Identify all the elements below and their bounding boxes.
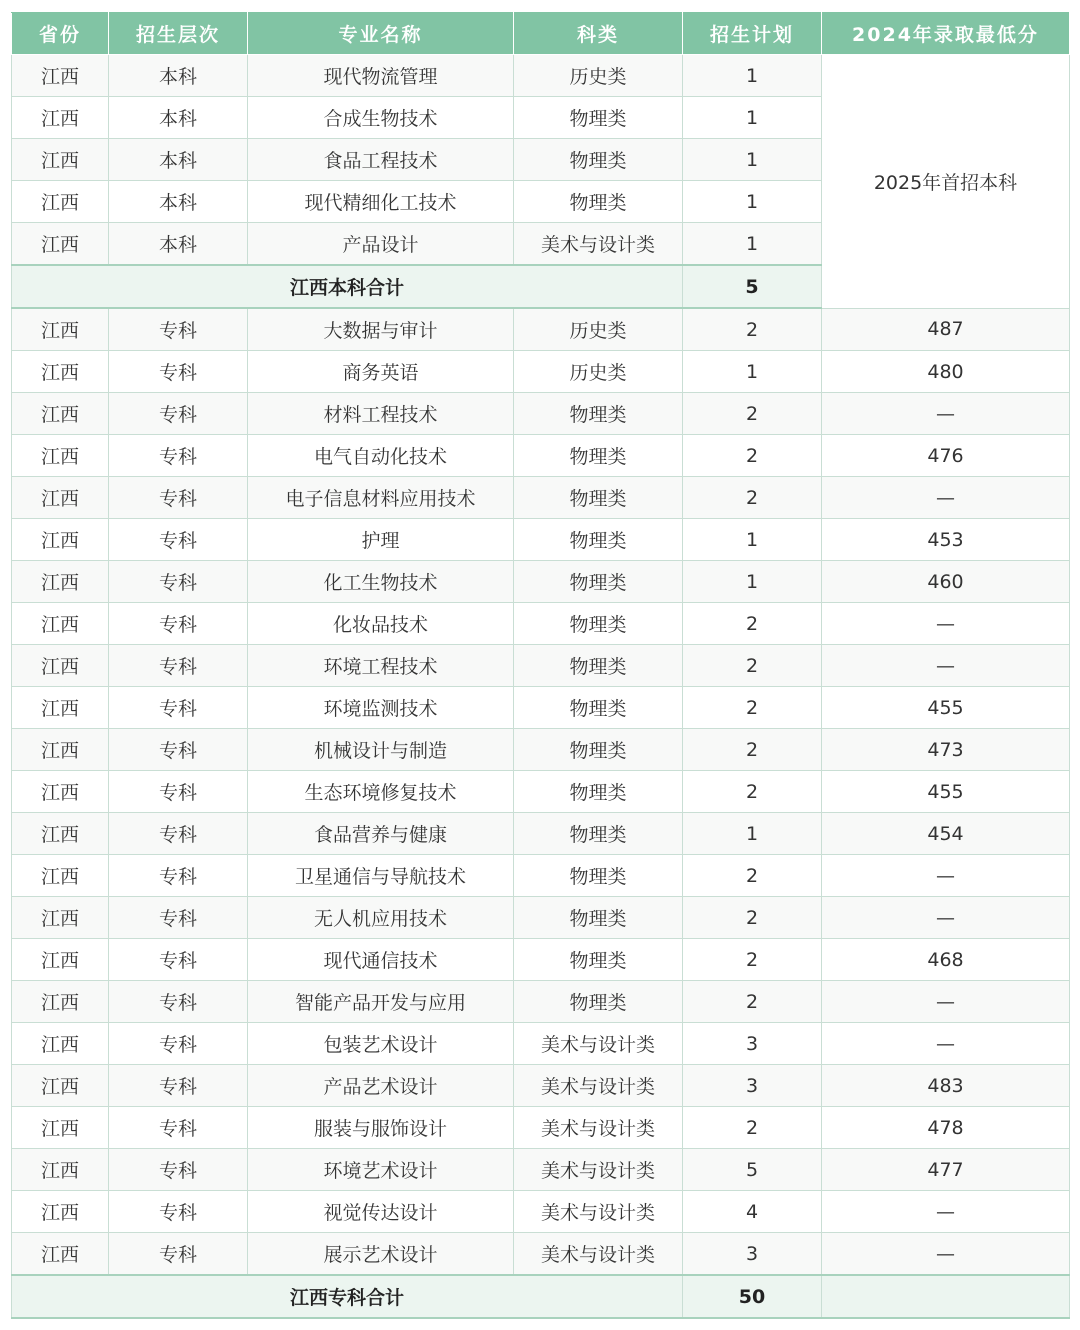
level-cell: 本科 xyxy=(109,97,248,139)
min-score-cell: — xyxy=(822,477,1070,519)
province-cell: 江西 xyxy=(12,1107,109,1149)
level-cell: 专科 xyxy=(109,813,248,855)
table-row xyxy=(12,561,1070,603)
province-cell: 江西 xyxy=(12,603,109,645)
major-cell: 环境艺术设计 xyxy=(248,1149,514,1191)
table-header-row xyxy=(12,13,1070,55)
province-cell: 江西 xyxy=(12,223,109,266)
level-cell: 专科 xyxy=(109,855,248,897)
plan-cell: 1 xyxy=(683,561,822,603)
plan-cell: 1 xyxy=(683,223,822,266)
first-enrollment-note: 2025年首招本科 xyxy=(822,55,1070,309)
major-cell: 合成生物技术 xyxy=(248,97,514,139)
level-cell: 专科 xyxy=(109,897,248,939)
level-cell: 专科 xyxy=(109,519,248,561)
category-cell: 物理类 xyxy=(514,139,683,181)
province-cell: 江西 xyxy=(12,55,109,97)
province-cell: 江西 xyxy=(12,1023,109,1065)
min-score-cell: — xyxy=(822,645,1070,687)
min-score-cell: 476 xyxy=(822,435,1070,477)
category-cell: 美术与设计类 xyxy=(514,1191,683,1233)
table-row xyxy=(12,519,1070,561)
category-cell: 美术与设计类 xyxy=(514,1233,683,1276)
province-cell: 江西 xyxy=(12,561,109,603)
header-category: 科类 xyxy=(514,13,683,55)
table-row xyxy=(12,393,1070,435)
table-row xyxy=(12,981,1070,1023)
level-cell: 专科 xyxy=(109,561,248,603)
min-score-cell: — xyxy=(822,1191,1070,1233)
table-row xyxy=(12,351,1070,393)
level-cell: 本科 xyxy=(109,55,248,97)
plan-cell: 1 xyxy=(683,97,822,139)
major-cell: 环境监测技术 xyxy=(248,687,514,729)
table-row xyxy=(12,1065,1070,1107)
level-cell: 专科 xyxy=(109,351,248,393)
header-province: 省份 xyxy=(12,13,109,55)
category-cell: 历史类 xyxy=(514,351,683,393)
province-cell: 江西 xyxy=(12,393,109,435)
major-cell: 智能产品开发与应用 xyxy=(248,981,514,1023)
min-score-cell: — xyxy=(822,897,1070,939)
province-cell: 江西 xyxy=(12,1149,109,1191)
category-cell: 美术与设计类 xyxy=(514,1149,683,1191)
college-total-value: 50 xyxy=(683,1275,822,1318)
plan-cell: 2 xyxy=(683,981,822,1023)
category-cell: 物理类 xyxy=(514,855,683,897)
table-row xyxy=(12,308,1070,351)
province-cell: 江西 xyxy=(12,1191,109,1233)
plan-cell: 2 xyxy=(683,645,822,687)
undergrad-total-label: 江西本科合计 xyxy=(12,265,683,308)
college-total-label: 江西专科合计 xyxy=(12,1275,683,1318)
level-cell: 本科 xyxy=(109,223,248,266)
province-cell: 江西 xyxy=(12,771,109,813)
major-cell: 无人机应用技术 xyxy=(248,897,514,939)
table-row xyxy=(12,435,1070,477)
table-row xyxy=(12,813,1070,855)
plan-cell: 2 xyxy=(683,435,822,477)
min-score-cell: 487 xyxy=(822,308,1070,351)
major-cell: 食品工程技术 xyxy=(248,139,514,181)
plan-cell: 2 xyxy=(683,687,822,729)
major-cell: 产品艺术设计 xyxy=(248,1065,514,1107)
min-score-cell: 455 xyxy=(822,687,1070,729)
plan-cell: 2 xyxy=(683,477,822,519)
table-row xyxy=(12,939,1070,981)
province-cell: 江西 xyxy=(12,139,109,181)
level-cell: 专科 xyxy=(109,729,248,771)
category-cell: 美术与设计类 xyxy=(514,223,683,266)
level-cell: 专科 xyxy=(109,1065,248,1107)
major-cell: 生态环境修复技术 xyxy=(248,771,514,813)
min-score-cell: 473 xyxy=(822,729,1070,771)
category-cell: 物理类 xyxy=(514,981,683,1023)
plan-cell: 2 xyxy=(683,855,822,897)
college-total-min-score xyxy=(822,1275,1070,1318)
category-cell: 物理类 xyxy=(514,645,683,687)
plan-cell: 1 xyxy=(683,55,822,97)
category-cell: 物理类 xyxy=(514,813,683,855)
major-cell: 卫星通信与导航技术 xyxy=(248,855,514,897)
level-cell: 专科 xyxy=(109,1191,248,1233)
major-cell: 产品设计 xyxy=(248,223,514,266)
min-score-cell: 483 xyxy=(822,1065,1070,1107)
level-cell: 专科 xyxy=(109,603,248,645)
category-cell: 物理类 xyxy=(514,687,683,729)
plan-cell: 1 xyxy=(683,139,822,181)
major-cell: 机械设计与制造 xyxy=(248,729,514,771)
table-row xyxy=(12,729,1070,771)
table-row xyxy=(12,603,1070,645)
province-cell: 江西 xyxy=(12,1065,109,1107)
min-score-cell: — xyxy=(822,855,1070,897)
table-row xyxy=(12,687,1070,729)
table-row xyxy=(12,1107,1070,1149)
major-cell: 食品营养与健康 xyxy=(248,813,514,855)
college-total-row xyxy=(12,1275,1070,1318)
table-row xyxy=(12,771,1070,813)
table-row xyxy=(12,477,1070,519)
province-cell: 江西 xyxy=(12,97,109,139)
plan-cell: 5 xyxy=(683,1149,822,1191)
major-cell: 化妆品技术 xyxy=(248,603,514,645)
undergrad-total-value: 5 xyxy=(683,265,822,308)
province-cell: 江西 xyxy=(12,645,109,687)
major-cell: 商务英语 xyxy=(248,351,514,393)
category-cell: 物理类 xyxy=(514,519,683,561)
level-cell: 专科 xyxy=(109,771,248,813)
province-cell: 江西 xyxy=(12,351,109,393)
level-cell: 专科 xyxy=(109,1233,248,1276)
category-cell: 物理类 xyxy=(514,181,683,223)
level-cell: 专科 xyxy=(109,687,248,729)
province-cell: 江西 xyxy=(12,981,109,1023)
level-cell: 专科 xyxy=(109,1023,248,1065)
major-cell: 现代通信技术 xyxy=(248,939,514,981)
min-score-cell: — xyxy=(822,1233,1070,1276)
plan-cell: 1 xyxy=(683,813,822,855)
province-cell: 江西 xyxy=(12,855,109,897)
major-cell: 展示艺术设计 xyxy=(248,1233,514,1276)
category-cell: 物理类 xyxy=(514,897,683,939)
table-row xyxy=(12,1191,1070,1233)
major-cell: 护理 xyxy=(248,519,514,561)
plan-cell: 2 xyxy=(683,308,822,351)
table-row xyxy=(12,1233,1070,1276)
province-cell: 江西 xyxy=(12,1233,109,1276)
level-cell: 本科 xyxy=(109,181,248,223)
table-row xyxy=(12,1023,1070,1065)
major-cell: 服装与服饰设计 xyxy=(248,1107,514,1149)
min-score-cell: 453 xyxy=(822,519,1070,561)
min-score-cell: — xyxy=(822,393,1070,435)
level-cell: 本科 xyxy=(109,139,248,181)
level-cell: 专科 xyxy=(109,1107,248,1149)
category-cell: 物理类 xyxy=(514,939,683,981)
category-cell: 历史类 xyxy=(514,308,683,351)
table-body xyxy=(12,55,1070,1319)
province-cell: 江西 xyxy=(12,729,109,771)
category-cell: 美术与设计类 xyxy=(514,1065,683,1107)
major-cell: 环境工程技术 xyxy=(248,645,514,687)
major-cell: 现代精细化工技术 xyxy=(248,181,514,223)
major-cell: 现代物流管理 xyxy=(248,55,514,97)
major-cell: 电气自动化技术 xyxy=(248,435,514,477)
admission-plan-table xyxy=(11,12,1070,1319)
category-cell: 物理类 xyxy=(514,393,683,435)
category-cell: 历史类 xyxy=(514,55,683,97)
table-row xyxy=(12,855,1070,897)
plan-cell: 2 xyxy=(683,393,822,435)
major-cell: 包装艺术设计 xyxy=(248,1023,514,1065)
plan-cell: 2 xyxy=(683,771,822,813)
province-cell: 江西 xyxy=(12,181,109,223)
plan-cell: 2 xyxy=(683,897,822,939)
province-cell: 江西 xyxy=(12,897,109,939)
header-plan: 招生计划 xyxy=(683,13,822,55)
plan-cell: 2 xyxy=(683,729,822,771)
major-cell: 化工生物技术 xyxy=(248,561,514,603)
province-cell: 江西 xyxy=(12,308,109,351)
level-cell: 专科 xyxy=(109,1149,248,1191)
min-score-cell: 455 xyxy=(822,771,1070,813)
province-cell: 江西 xyxy=(12,435,109,477)
level-cell: 专科 xyxy=(109,435,248,477)
plan-cell: 3 xyxy=(683,1023,822,1065)
header-level: 招生层次 xyxy=(109,13,248,55)
plan-cell: 1 xyxy=(683,181,822,223)
category-cell: 物理类 xyxy=(514,97,683,139)
table-row xyxy=(12,55,1070,97)
min-score-cell: 480 xyxy=(822,351,1070,393)
level-cell: 专科 xyxy=(109,393,248,435)
min-score-cell: 460 xyxy=(822,561,1070,603)
plan-cell: 2 xyxy=(683,1107,822,1149)
plan-cell: 3 xyxy=(683,1065,822,1107)
min-score-cell: — xyxy=(822,981,1070,1023)
major-cell: 材料工程技术 xyxy=(248,393,514,435)
min-score-cell: 477 xyxy=(822,1149,1070,1191)
table-row xyxy=(12,645,1070,687)
table-row xyxy=(12,897,1070,939)
category-cell: 美术与设计类 xyxy=(514,1107,683,1149)
min-score-cell: — xyxy=(822,603,1070,645)
province-cell: 江西 xyxy=(12,687,109,729)
min-score-cell: 454 xyxy=(822,813,1070,855)
plan-cell: 2 xyxy=(683,939,822,981)
level-cell: 专科 xyxy=(109,477,248,519)
level-cell: 专科 xyxy=(109,308,248,351)
province-cell: 江西 xyxy=(12,813,109,855)
plan-cell: 2 xyxy=(683,603,822,645)
major-cell: 大数据与审计 xyxy=(248,308,514,351)
category-cell: 物理类 xyxy=(514,771,683,813)
plan-cell: 1 xyxy=(683,519,822,561)
level-cell: 专科 xyxy=(109,981,248,1023)
major-cell: 电子信息材料应用技术 xyxy=(248,477,514,519)
category-cell: 物理类 xyxy=(514,477,683,519)
min-score-cell: 468 xyxy=(822,939,1070,981)
category-cell: 物理类 xyxy=(514,603,683,645)
category-cell: 物理类 xyxy=(514,729,683,771)
category-cell: 美术与设计类 xyxy=(514,1023,683,1065)
level-cell: 专科 xyxy=(109,645,248,687)
province-cell: 江西 xyxy=(12,519,109,561)
header-major: 专业名称 xyxy=(248,13,514,55)
min-score-cell: 478 xyxy=(822,1107,1070,1149)
min-score-cell: — xyxy=(822,1023,1070,1065)
major-cell: 视觉传达设计 xyxy=(248,1191,514,1233)
level-cell: 专科 xyxy=(109,939,248,981)
plan-cell: 4 xyxy=(683,1191,822,1233)
plan-cell: 1 xyxy=(683,351,822,393)
plan-cell: 3 xyxy=(683,1233,822,1276)
province-cell: 江西 xyxy=(12,939,109,981)
category-cell: 物理类 xyxy=(514,561,683,603)
table-row xyxy=(12,1149,1070,1191)
header-min-score: 2024年录取最低分 xyxy=(822,13,1070,55)
category-cell: 物理类 xyxy=(514,435,683,477)
province-cell: 江西 xyxy=(12,477,109,519)
